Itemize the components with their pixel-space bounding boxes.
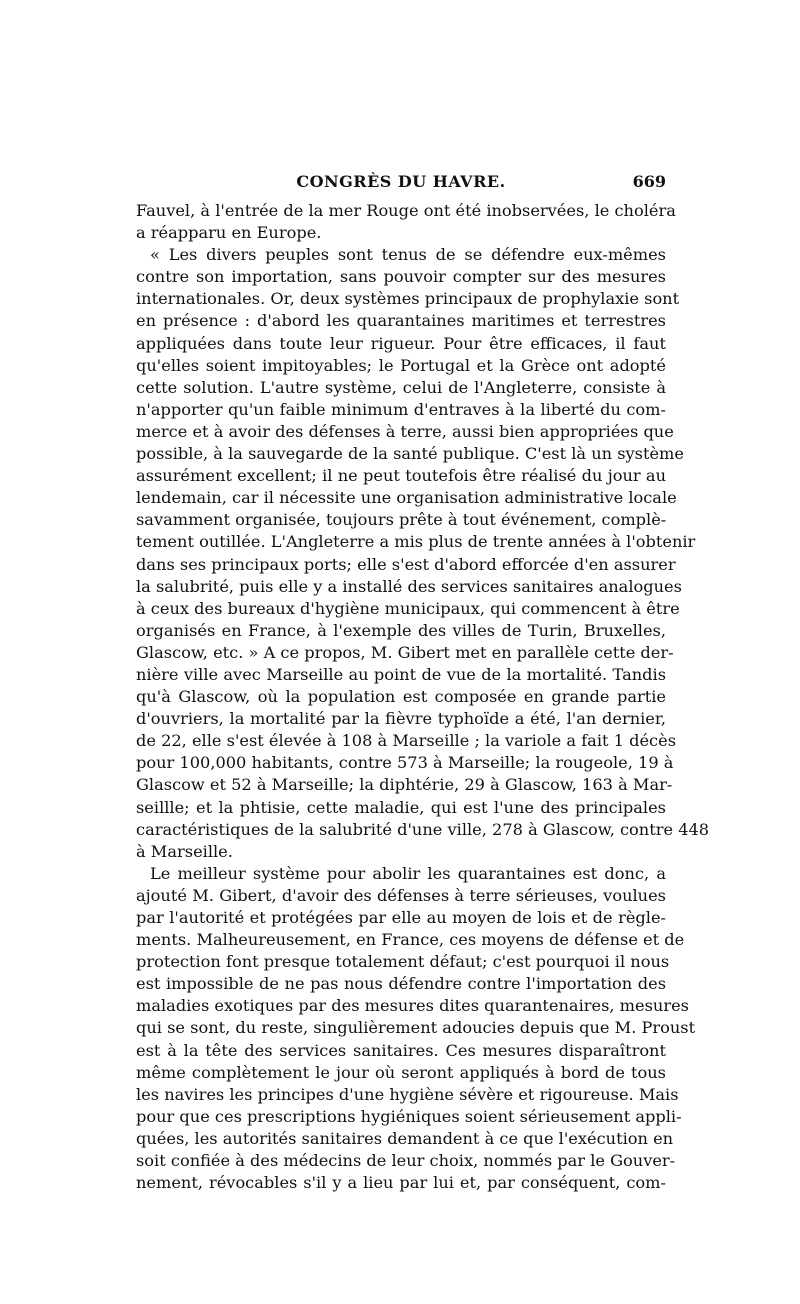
text-line: Fauvel, à l'entrée de la mer Rouge ont été inobservées, le choléra xyxy=(136,201,676,220)
text-line: qui se sont, du reste, singulièrement adoucies depuis que M. Proust xyxy=(136,1018,696,1038)
text-line: qu'à Glascow, où la population est composée en grande partie xyxy=(136,687,666,707)
text-line: merce et à avoir des défenses à terre, aussi bien appropriées que xyxy=(136,421,674,441)
text-line: lendemain, car il nécessite une organisation administrative locale xyxy=(136,488,677,508)
text-line: les navires les principes d'une hygiène sévère et rigoureuse. Mais xyxy=(136,1084,679,1104)
text-line: dans ses principaux ports; elle s'est d'abord efforcée d'en assurer xyxy=(136,554,676,574)
text-line: soit confiée à des médecins de leur choix, nommés par le Gouver- xyxy=(136,1151,676,1171)
text-line: internationales. Or, deux systèmes principaux de prophylaxie sont xyxy=(136,289,680,309)
text-line: Glascow, etc. » A ce propos, M. Gibert met en parallèle cette der- xyxy=(136,642,674,662)
running-head: CONGRÈS DU HAVRE. xyxy=(296,172,506,191)
text-line: qu'elles soient impitoyables; le Portugal et la Grèce ont adopté xyxy=(136,355,666,375)
text-line: n'apporter qu'un faible minimum d'entraves à la liberté du com- xyxy=(136,399,666,419)
text-line: cette solution. L'autre système, celui de l'Angleterre, consiste à xyxy=(136,377,666,397)
text-line: quées, les autorités sanitaires demandent à ce que l'exécution en xyxy=(136,1128,674,1148)
text-line: ments. Malheureusement, en France, ces moyens de défense et de xyxy=(136,930,685,950)
text-line: possible, à la sauvegarde de la santé publique. C'est là un système xyxy=(136,444,684,464)
text-line: contre son importation, sans pouvoir compter sur des mesures xyxy=(136,267,666,287)
text-line: a réapparu en Europe. xyxy=(136,223,322,243)
text-line: maladies exotiques par des mesures dites quarantenaires, mesures xyxy=(136,996,689,1016)
text-line: tement outillée. L'Angleterre a mis plus de trente années à l'obtenir xyxy=(136,532,696,552)
text-line: d'ouvriers, la mortalité par la fièvre typhoïde a été, l'an dernier, xyxy=(136,709,666,729)
text-line: Glascow et 52 à Marseille; la diphtérie, 29 à Glascow, 163 à Mar- xyxy=(136,775,673,795)
text-line: à ceux des bureaux d'hygiène municipaux, qui commencent à être xyxy=(136,598,680,618)
page-number: 669 xyxy=(632,172,666,191)
text-line: « Les divers peuples sont tenus de se défendre eux-mêmes xyxy=(150,245,666,265)
text-line: nement, révocables s'il y a lieu par lui et, par conséquent, com- xyxy=(136,1173,666,1193)
page-header xyxy=(136,172,666,194)
body-text xyxy=(136,200,710,1194)
text-line: protection font presque totalement défaut; c'est pourquoi il nous xyxy=(136,952,670,972)
text-line: même complètement le jour où seront appliqués à bord de tous xyxy=(136,1062,666,1082)
text-line: organisés en France, à l'exemple des villes de Turin, Bruxelles, xyxy=(136,620,666,640)
text-line: assurément excellent; il ne peut toutefois être réalisé du jour au xyxy=(136,466,666,486)
text-line: pour que ces prescriptions hygiéniques soient sérieusement appli- xyxy=(136,1106,682,1126)
text-line: à Marseille. xyxy=(136,841,233,861)
text-line: nière ville avec Marseille au point de vue de la mortalité. Tandis xyxy=(136,664,666,684)
text-line: pour 100,000 habitants, contre 573 à Marseille; la rougeole, 19 à xyxy=(136,753,674,773)
text-line: seillle; et la phtisie, cette maladie, qui est l'une des principales xyxy=(136,797,666,817)
text-line: appliquées dans toute leur rigueur. Pour être efficaces, il faut xyxy=(136,333,666,353)
text-line: est à la tête des services sanitaires. Ces mesures disparaîtront xyxy=(136,1040,666,1060)
text-line: caractéristiques de la salubrité d'une ville, 278 à Glascow, contre 448 xyxy=(136,819,710,839)
text-line: savamment organisée, toujours prête à tout événement, complè- xyxy=(136,510,667,530)
text-line: est impossible de ne pas nous défendre contre l'importation des xyxy=(136,974,666,994)
text-line: la salubrité, puis elle y a installé des services sanitaires analogues xyxy=(136,576,682,596)
text-line: ajouté M. Gibert, d'avoir des défenses à terre sérieuses, voulues xyxy=(136,885,666,905)
text-line: en présence : d'abord les quarantaines maritimes et terrestres xyxy=(136,311,666,331)
text-line: par l'autorité et protégées par elle au moyen de lois et de règle- xyxy=(136,908,666,927)
text-line: Le meilleur système pour abolir les quarantaines est donc, a xyxy=(150,863,666,883)
text-line: de 22, elle s'est élevée à 108 à Marseille ; la variole a fait 1 décès xyxy=(136,731,676,751)
